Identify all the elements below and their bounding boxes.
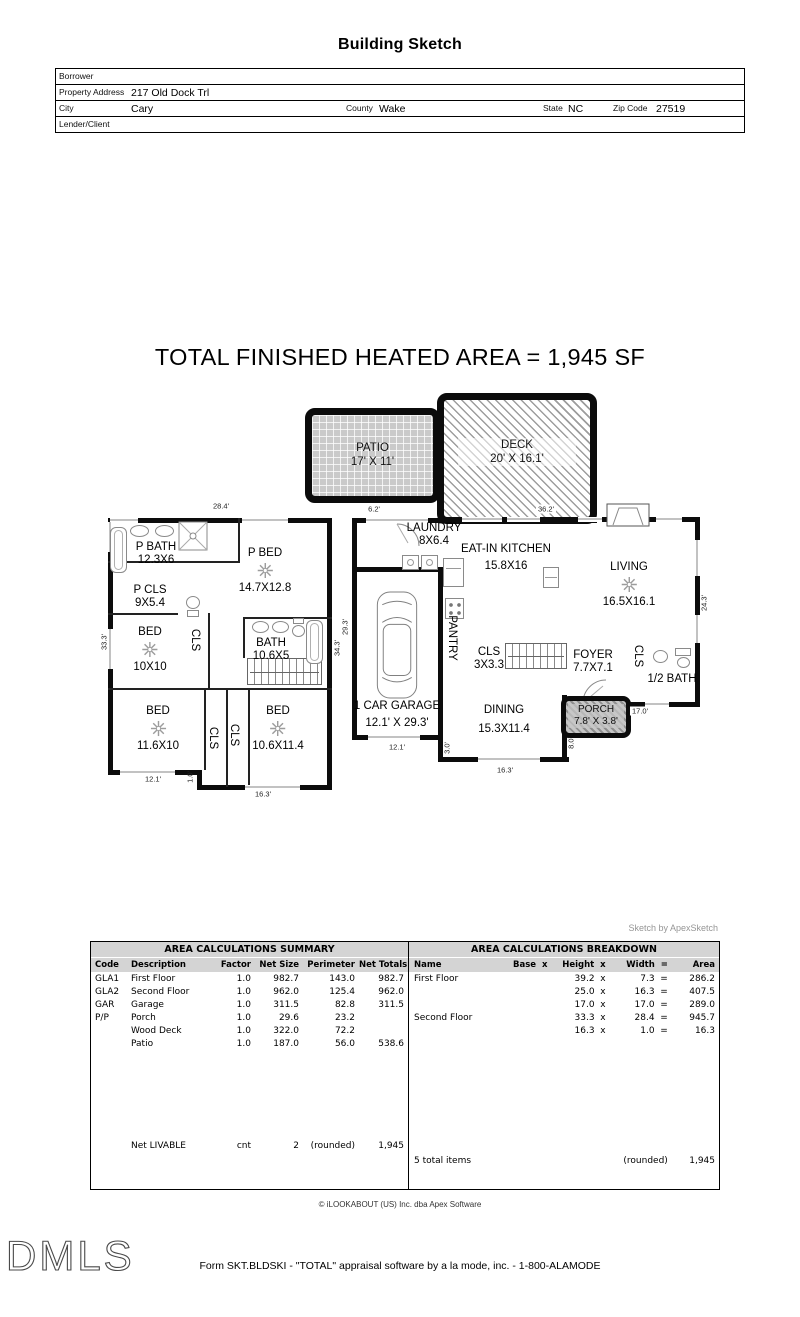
table-cell: 2 (293, 1140, 299, 1151)
table-cell (91, 1024, 127, 1037)
table-cell: 7.3 = (640, 973, 668, 984)
sketch-credit: Sketch by ApexSketch (628, 923, 718, 933)
dimension-label: 12.1' (144, 774, 162, 784)
table-cell (409, 985, 509, 998)
borrower-label: Borrower (59, 71, 94, 81)
column-header: Area (672, 958, 719, 972)
table-cell: 1.0 = (640, 1025, 668, 1036)
column-header: Factor (215, 958, 255, 972)
state-value: NC (568, 102, 584, 115)
table-cell: 407.5 (689, 986, 715, 997)
patio-area (305, 408, 440, 503)
table-cell: 33.3 x (574, 1012, 606, 1023)
table-cell: cnt (236, 1140, 251, 1151)
dimension-label: 36.2' (537, 504, 555, 514)
dimension-label: 16.3' (254, 789, 272, 799)
dimension-label: 1.0' (185, 771, 195, 783)
table-cell (409, 998, 509, 1011)
table-cell: Patio (131, 1038, 154, 1049)
zip-value: 27519 (656, 102, 686, 115)
wall (327, 518, 332, 790)
form-row-city (56, 101, 744, 117)
county-label: County (346, 103, 373, 113)
window-marker (368, 735, 420, 740)
window-marker (462, 517, 502, 522)
room-foyer: FOYER 7.7X7.1 (573, 649, 613, 674)
room-bed-lower-right: BED 10.6X11.4 (252, 705, 304, 752)
bathtub-icon (306, 620, 323, 664)
window-marker (242, 518, 288, 523)
table-cell (509, 998, 551, 1011)
page-title: Building Sketch (338, 36, 462, 53)
table-cell: 538.6 (378, 1038, 404, 1049)
column-header: Code (91, 958, 127, 972)
interior-wall (243, 617, 332, 619)
form-row-lender (56, 117, 744, 132)
table-cell: 28.4 = (634, 1012, 668, 1023)
table-row (409, 998, 719, 1011)
zip-label: Zip Code (613, 103, 648, 113)
table-cell: 16.3 x (574, 1025, 606, 1036)
table-cell: GLA1 (95, 973, 120, 984)
dimension-label: 8.0' (566, 737, 576, 749)
interior-wall (243, 617, 245, 658)
toilet-icon (675, 648, 691, 656)
table-cell: GLA2 (95, 986, 120, 997)
table-cell: 1.0 (236, 1038, 251, 1049)
total-area-text: TOTAL FINISHED HEATED AREA = 1,945 SF (154, 344, 646, 370)
breakdown-pane (409, 942, 719, 1189)
table-cell: 17.0 = (634, 999, 668, 1010)
table-row (91, 1037, 408, 1050)
table-cell: 5 total items (414, 1155, 472, 1166)
form-id-line: Form SKT.BLDSKI - "TOTAL" appraisal software by a la mode, inc. - 1-800-ALAMODE (199, 1260, 601, 1272)
table-cell: First Floor (414, 973, 459, 984)
ceiling-fan-icon (239, 560, 291, 582)
dimension-label: 24.3' (699, 594, 709, 612)
dimension-label: 6.2' (368, 504, 380, 514)
table-cell: 16.3 = (634, 986, 668, 997)
table-cell: 143.0 (329, 973, 355, 984)
washer-icon (402, 555, 419, 570)
interior-wall (204, 690, 206, 770)
state-label: State (543, 103, 563, 113)
room-label: PORCH 7.8' X 3.8' (568, 704, 624, 728)
city-value: Cary (131, 102, 154, 115)
table-cell: 17.0 x (574, 999, 606, 1010)
form-row-borrower (56, 69, 744, 85)
interior-wall (208, 613, 210, 690)
room-cls-upper: CLS (189, 628, 201, 652)
ceiling-fan-icon (252, 718, 304, 740)
dimension-label: 3.0' (442, 742, 452, 754)
table-cell: 72.2 (334, 1025, 355, 1036)
room-kitchen: EAT-IN KITCHEN 15.8X16 (461, 543, 551, 572)
toilet-icon (677, 657, 690, 668)
column-header: Net Totals (359, 960, 408, 970)
deck-area (437, 393, 597, 524)
table-cell: 311.5 (273, 999, 299, 1010)
table-cell: 1.0 (236, 999, 251, 1010)
property-address-label: Property Address (59, 87, 125, 97)
sink-icon (252, 621, 269, 633)
table-row (91, 1011, 408, 1024)
toilet-icon (186, 596, 200, 609)
table-cell: 82.8 (334, 999, 355, 1010)
dimension-label: 12.1' (388, 742, 406, 752)
breakdown-header-row (409, 958, 719, 972)
toilet-icon (187, 610, 199, 617)
form-row-address (56, 85, 744, 101)
table-cell: 1.0 (236, 1025, 251, 1036)
lender-label: Lender/Client (59, 119, 110, 129)
copyright-line: © iLOOKABOUT (US) Inc. dba Apex Software (318, 1200, 482, 1209)
summary-table (91, 958, 408, 1050)
wall (438, 567, 443, 762)
room-p-bath: P BATH 12.3X6 (135, 541, 177, 566)
window-marker (108, 629, 113, 669)
bathtub-icon (110, 527, 127, 573)
table-cell: 125.4 (329, 986, 355, 997)
table-row (91, 972, 408, 985)
property-address-value: 217 Old Dock Trl (131, 86, 210, 99)
window-marker (695, 540, 700, 576)
toilet-icon (293, 618, 304, 624)
table-cell: 982.7 (378, 973, 404, 984)
column-header: Name (409, 958, 509, 972)
dimension-label: 17.0' (631, 706, 649, 716)
table-row (91, 1024, 408, 1037)
window-marker (110, 518, 138, 523)
window-marker (656, 517, 682, 522)
room-label: PATIO 17' X 11' (350, 442, 395, 468)
table-row (409, 985, 719, 998)
floor-plan-sketch (0, 385, 800, 825)
table-cell: 1.0 (236, 973, 251, 984)
breakdown-table (409, 958, 719, 1037)
toilet-icon (292, 625, 305, 637)
interior-wall (108, 613, 178, 615)
window-marker (478, 757, 540, 762)
room-cls-lower-1: CLS (207, 726, 219, 750)
ceiling-fan-icon (137, 718, 179, 740)
room-living: LIVING 16.5X16.1 (602, 561, 656, 608)
interior-wall (108, 688, 332, 690)
table-cell: GAR (95, 999, 115, 1010)
summary-total-table (91, 1139, 408, 1152)
table-cell: 945.7 (689, 1012, 715, 1023)
summary-title: AREA CALCULATIONS SUMMARY (91, 942, 408, 958)
table-cell: 1.0 (236, 986, 251, 997)
table-cell: Garage (131, 999, 164, 1010)
table-cell: Net LIVABLE (131, 1140, 186, 1151)
table-cell (551, 1154, 609, 1167)
table-cell: 29.6 (278, 1012, 299, 1023)
breakdown-title: AREA CALCULATIONS BREAKDOWN (409, 942, 719, 958)
dimension-label: 33.3' (99, 633, 109, 651)
staircase (505, 643, 567, 669)
window-marker (507, 517, 540, 522)
column-header: Height x (551, 958, 609, 972)
interior-wall (248, 690, 250, 787)
sink-icon (653, 650, 668, 663)
window-marker (578, 517, 602, 522)
table-cell (359, 1024, 408, 1037)
table-cell: Second Floor (414, 1012, 473, 1023)
table-cell: P/P (95, 1012, 109, 1023)
table-cell: 322.0 (273, 1025, 299, 1036)
table-cell: Wood Deck (131, 1025, 182, 1036)
sink-icon (130, 525, 149, 537)
sink-icon (272, 621, 289, 633)
column-header: Perimeter (303, 958, 359, 972)
ceiling-fan-icon (133, 639, 166, 661)
car-icon (374, 589, 420, 701)
table-cell: 1,945 (689, 1155, 715, 1166)
room-cls-bath: CLS (632, 644, 644, 668)
fireplace-icon (606, 503, 650, 527)
column-header: Description (127, 958, 215, 972)
county-value: Wake (379, 102, 406, 115)
table-cell (509, 1154, 551, 1167)
table-cell (409, 1024, 509, 1037)
table-cell: 289.0 (689, 999, 715, 1010)
table-cell (91, 1139, 127, 1152)
room-cls-main: CLS 3X3.3 (473, 646, 505, 671)
table-row (91, 1139, 408, 1152)
wall (108, 518, 332, 523)
table-cell: 1,945 (378, 1140, 404, 1151)
table-row (409, 972, 719, 985)
table-cell: 56.0 (334, 1038, 355, 1049)
column-header: Width = (610, 958, 672, 972)
room-p-bed: P BED 14.7X12.8 (238, 547, 292, 594)
table-cell: 962.0 (273, 986, 299, 997)
table-cell: 25.0 x (574, 986, 606, 997)
table-cell: 39.2 x (574, 973, 606, 984)
table-cell: 311.5 (378, 999, 404, 1010)
table-cell (359, 1011, 408, 1024)
table-row (409, 1011, 719, 1024)
dryer-icon (421, 555, 438, 570)
table-cell: 16.3 (694, 1025, 715, 1036)
shower-icon (178, 521, 208, 551)
table-cell: (rounded) (623, 1155, 668, 1166)
table-cell: 23.2 (334, 1012, 355, 1023)
sink-icon (155, 525, 174, 537)
dimension-label: 34.3' (332, 639, 342, 657)
room-bath-upper: BATH 10.6X5 (252, 637, 290, 662)
property-form (55, 68, 745, 133)
room-cls-lower-2: CLS (228, 723, 240, 747)
window-marker (695, 615, 700, 643)
table-cell: (rounded) (310, 1140, 355, 1151)
column-header: Base x (509, 958, 551, 972)
summary-pane (91, 942, 409, 1189)
room-bed-lower-left: BED 11.6X10 (137, 705, 179, 752)
column-header: Net Size (255, 958, 303, 972)
table-cell: First Floor (131, 973, 176, 984)
ceiling-fan-icon (603, 574, 655, 596)
table-cell (509, 985, 551, 998)
room-pantry: PANTRY (446, 615, 458, 661)
table-cell: 982.7 (273, 973, 299, 984)
table-row (91, 998, 408, 1011)
room-bed-upper: BED 10X10 (133, 626, 167, 673)
room-laundry: LAUNDRY 8X6.4 (406, 522, 462, 547)
table-cell: Porch (131, 1012, 156, 1023)
breakdown-total-table (409, 1154, 719, 1167)
dimension-label: 28.4' (212, 501, 230, 511)
table-cell (509, 1011, 551, 1024)
table-cell (509, 1024, 551, 1037)
table-cell: 1.0 (236, 1012, 251, 1023)
room-dining: DINING 15.3X11.4 (478, 704, 530, 735)
room-label: DECK 20' X 16.1' (458, 438, 576, 466)
table-cell: Second Floor (131, 986, 190, 997)
table-row (91, 985, 408, 998)
dimension-label: 29.3' (340, 618, 350, 636)
table-cell (509, 972, 551, 985)
room-half-bath: 1/2 BATH (647, 673, 697, 685)
table-cell: 187.0 (273, 1038, 299, 1049)
table-cell: 286.2 (689, 973, 715, 984)
dimension-label: 16.3' (496, 765, 514, 775)
porch-area (561, 696, 631, 738)
summary-header-row (91, 958, 408, 972)
table-row (409, 1024, 719, 1037)
table-row (409, 1154, 719, 1167)
room-p-cls: P CLS 9X5.4 (133, 584, 167, 609)
table-cell (91, 1037, 127, 1050)
city-label: City (59, 103, 74, 113)
dmls-logo: DMLS (6, 1232, 135, 1279)
room-garage: 1 CAR GARAGE 12.1' X 29.3' (353, 700, 441, 729)
area-calculations (90, 941, 720, 1190)
table-cell: 962.0 (378, 986, 404, 997)
